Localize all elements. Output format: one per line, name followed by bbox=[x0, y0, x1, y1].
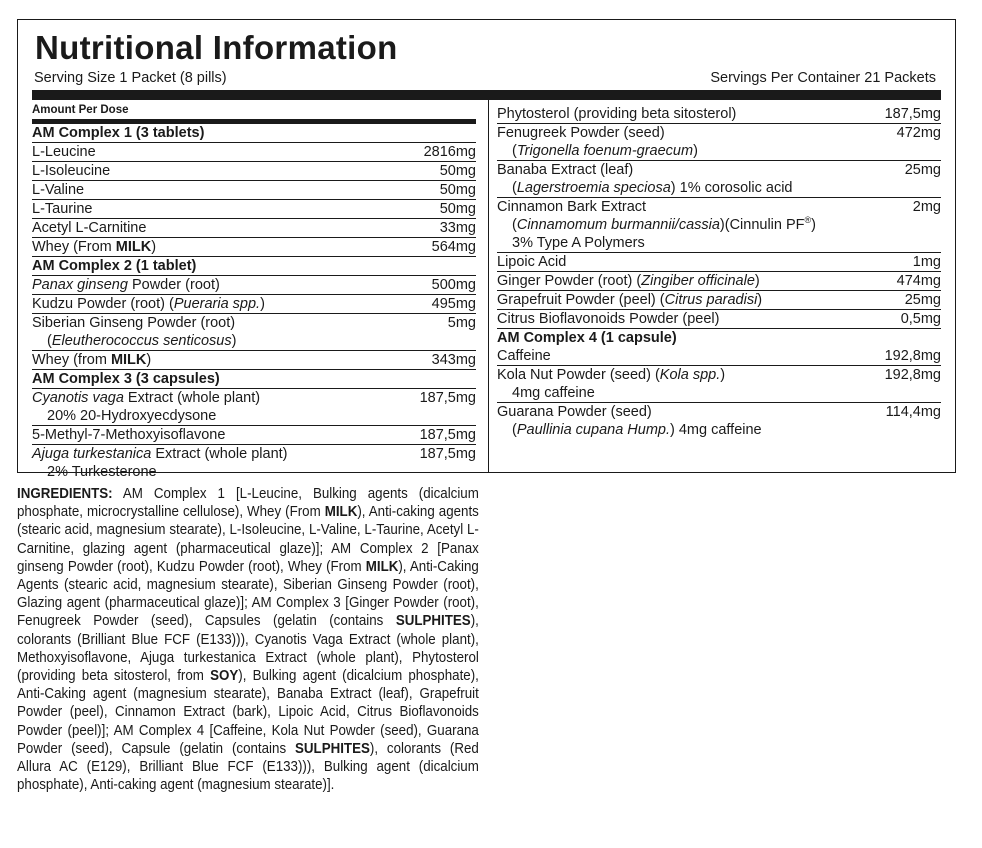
ingredients-label: INGREDIENTS: bbox=[17, 486, 113, 502]
nutrient-row: Kola Nut Powder (seed) (Kola spp.) 4mg caffeine 192,8mg bbox=[497, 367, 941, 401]
nutrient-row: Phytosterol (providing beta sitosterol) 187,5mg bbox=[497, 106, 941, 122]
serving-size: Serving Size 1 Packet (8 pills) bbox=[34, 70, 227, 86]
allergen-text: SOY bbox=[210, 668, 239, 685]
nutrient-row: Acetyl L-Carnitine 33mg bbox=[32, 220, 476, 236]
nutrient-row: Cyanotis vaga Extract (whole plant) 20% 20-Hydroxyecdysone 187,5mg bbox=[32, 390, 476, 424]
amount-per-dose-header: Amount Per Dose bbox=[32, 104, 129, 116]
ingredients-text: INGREDIENTS: AM Complex 1 [L-Leucine, Bulking agents (dicalcium phosphate, microcrystalline cellulose), Whey (From MILK), Anti-caking agents (stearic acid, magnesium stearate), L-Isoleucine, L-Valine, L-Taurine, Acetyl L-Carnitine, glazing agent (pharmaceutical glaze)]; AM Complex 2 [Panax ginseng Powder (root), Kudzu Powder (root), Whey (From MILK), Anti-Caking Agents (stearic acid, magnesium stearate), Siberian Ginseng Powder (root), Glazing agent (pharmaceutical glaze)]; AM Complex 3 [Ginger Powder (root), Fenugreek Powder (seed), Capsules (gelatin (contains SULPHITES), colorants (Brilliant Blue FCF (E133))), Cyanotis Vaga Extract (whole plant), Methoxyisoflavone, Ajuga turkestanica Extract (whole plant), Phytosterol (providing beta sitosterol, from SOY), Bulking agent (dicalcium phosphate), Anti-Caking agent (magnesium stearate), Banaba Extract (leaf), Grapefruit Powder (peel), Cinnamon Extract (bark), Lipoic Acid, Citrus Bioflavonoids Powder (peel)]; AM Complex 4 [Caffeine, Kola Nut Powder (seed), Guarana Powder (seed), Capsule (gelatin (contains SULPHITES), colorants (Red Allura AC (E129), Brilliant Blue FCF (E133))), Bulking agent (dicalcium phosphate), Anti-caking agent (magnesium stearate)]. bbox=[17, 486, 479, 794]
nutrient-row: Cinnamon Bark Extract (Cinnamomum burmannii/cassia)(Cinnulin PF®) 3% Type A Polymers 2mg bbox=[497, 199, 941, 251]
nutrient-row: Panax ginseng Powder (root) 500mg bbox=[32, 277, 476, 293]
complex-3-title: AM Complex 3 (3 capsules) bbox=[32, 370, 476, 389]
nutrition-panel bbox=[17, 19, 956, 480]
heavy-rule bbox=[32, 90, 941, 100]
right-column bbox=[497, 100, 941, 439]
allergen-text: SULPHITES bbox=[295, 740, 370, 757]
nutrient-row: Banaba Extract (leaf) (Lagerstroemia speciosa) 1% corosolic acid 25mg bbox=[497, 162, 941, 196]
nutrient-row: Caffeine 192,8mg bbox=[497, 348, 941, 364]
nutrient-row: Grapefruit Powder (peel) (Citrus paradisi) 25mg bbox=[497, 292, 941, 308]
nutrient-row: Citrus Bioflavonoids Powder (peel) 0,5mg bbox=[497, 311, 941, 327]
allergen-text: MILK bbox=[110, 352, 147, 368]
nutrient-row: Siberian Ginseng Powder (root) (Eleutherococcus senticosus) 5mg bbox=[32, 315, 476, 349]
nutrient-row: Lipoic Acid 1mg bbox=[497, 254, 941, 270]
allergen-text: SULPHITES bbox=[395, 613, 471, 630]
nutrient-row: L-Taurine 50mg bbox=[32, 201, 476, 217]
allergen-text: MILK bbox=[115, 239, 152, 255]
nutrient-row: Ajuga turkestanica Extract (whole plant) 2% Turkesterone 187,5mg bbox=[32, 446, 476, 480]
nutrient-row: Whey (From MILK) 564mg bbox=[32, 239, 476, 255]
servings-per-container: Servings Per Container 21 Packets bbox=[710, 70, 936, 86]
nutrient-row: 5-Methyl-7-Methoxyisoflavone 187,5mg bbox=[32, 427, 476, 443]
nutrient-row: Guarana Powder (seed) (Paullinia cupana Hump.) 4mg caffeine 114,4mg bbox=[497, 404, 941, 438]
panel-title: Nutritional Information bbox=[35, 29, 398, 66]
nutrient-row: Ginger Powder (root) (Zingiber officinale) 474mg bbox=[497, 273, 941, 289]
nutrient-row: L-Isoleucine 50mg bbox=[32, 163, 476, 179]
complex-2-title: AM Complex 2 (1 tablet) bbox=[32, 257, 476, 276]
nutrient-row: Kudzu Powder (root) (Pueraria spp.) 495mg bbox=[32, 296, 476, 312]
nutrient-row: L-Leucine 2816mg bbox=[32, 144, 476, 160]
complex-1-title: AM Complex 1 (3 tablets) bbox=[32, 124, 476, 143]
complex-4-title: AM Complex 4 (1 capsule) bbox=[497, 330, 677, 346]
nutrient-row: Fenugreek Powder (seed) (Trigonella foenum-graecum) 472mg bbox=[497, 125, 941, 159]
allergen-text: MILK bbox=[365, 558, 399, 575]
nutrient-row: L-Valine 50mg bbox=[32, 182, 476, 198]
left-column bbox=[32, 100, 476, 481]
column-divider bbox=[488, 100, 489, 472]
allergen-text: MILK bbox=[324, 504, 358, 521]
nutrient-row: Whey (from MILK) 343mg bbox=[32, 352, 476, 368]
